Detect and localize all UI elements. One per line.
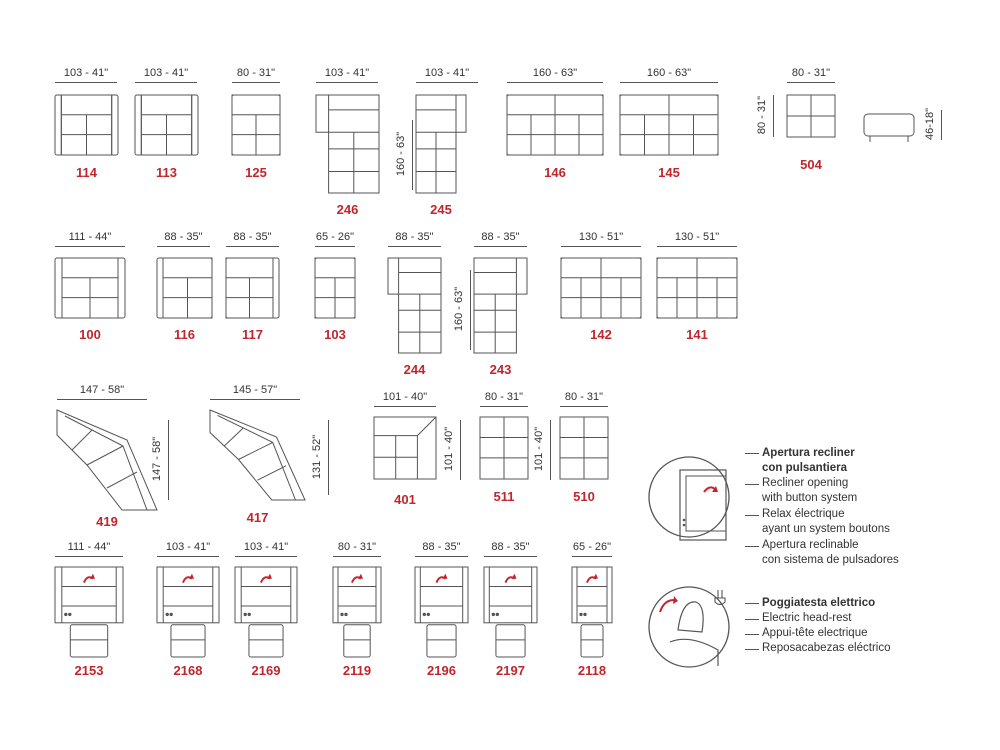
dimension-line bbox=[232, 82, 280, 83]
dimension-line bbox=[787, 82, 835, 83]
dimension-line bbox=[55, 82, 117, 83]
legend-recliner-line: Apertura reclinable bbox=[762, 539, 859, 551]
width-dimension: 160 - 63" bbox=[532, 67, 578, 79]
recliner-arrow-icon bbox=[593, 574, 598, 579]
module-100-shape bbox=[45, 248, 135, 328]
dimension-line bbox=[388, 246, 441, 247]
width-dimension: 103 - 41" bbox=[424, 67, 470, 79]
width-dimension: 103 - 41" bbox=[143, 67, 189, 79]
module-114-shape bbox=[45, 85, 128, 165]
width-dimension: 111 - 44" bbox=[68, 231, 112, 243]
vertical-dimension-line bbox=[328, 420, 329, 495]
dimension-line bbox=[316, 82, 378, 83]
dimension-line bbox=[55, 246, 125, 247]
module-116-shape bbox=[147, 248, 222, 328]
module-142-shape bbox=[551, 248, 651, 328]
legend-recliner-title1: Apertura recliner bbox=[762, 447, 855, 459]
module-code: 100 bbox=[79, 327, 101, 342]
module-code: 145 bbox=[658, 165, 680, 180]
width-dimension: 88 - 35" bbox=[422, 541, 461, 553]
module-2169-shape bbox=[225, 557, 307, 667]
dimension-line bbox=[620, 82, 718, 83]
vertical-dimension-line bbox=[412, 120, 413, 190]
module-245-shape bbox=[406, 85, 476, 203]
width-dimension: 80 - 31" bbox=[484, 391, 524, 403]
module-510-shape bbox=[550, 407, 618, 489]
module-code: 419 bbox=[96, 514, 118, 529]
legend-recliner-line: ayant un system boutons bbox=[762, 523, 890, 535]
width-dimension: 80 - 31" bbox=[564, 391, 604, 403]
legend-headrest-line: Reposacabezas eléctrico bbox=[762, 642, 891, 654]
recliner-arrow-icon bbox=[358, 574, 363, 579]
width-dimension: 111 - 44" bbox=[67, 541, 111, 553]
module-417-shape bbox=[200, 400, 315, 510]
module-code: 504 bbox=[800, 157, 822, 172]
dimension-line bbox=[226, 246, 279, 247]
module-2153-shape bbox=[45, 557, 133, 667]
recliner-arrow-icon bbox=[189, 574, 194, 579]
module-246-shape bbox=[306, 85, 389, 203]
width-dimension: 65 - 26" bbox=[572, 541, 612, 553]
width-dimension: 101 - 40" bbox=[382, 391, 428, 403]
legend-recliner-line: con sistema de pulsadores bbox=[762, 554, 899, 566]
module-code: 2197 bbox=[496, 663, 525, 678]
headrest-detail-icon bbox=[648, 582, 730, 672]
recliner-detail-icon bbox=[648, 452, 730, 542]
module-code: 511 bbox=[493, 489, 515, 504]
module-code: 116 bbox=[174, 327, 195, 342]
vertical-dimension-line bbox=[470, 270, 471, 350]
module-146-shape bbox=[497, 85, 613, 165]
vertical-dimension: 101 - 40" bbox=[533, 426, 545, 472]
dimension-line bbox=[507, 82, 603, 83]
vertical-dimension-line bbox=[550, 420, 551, 480]
recliner-arrow-icon bbox=[267, 574, 272, 579]
module-401-shape bbox=[364, 407, 446, 489]
vertical-dimension-line bbox=[941, 110, 942, 140]
width-dimension: 130 - 51" bbox=[578, 231, 624, 243]
width-dimension: 147 - 58" bbox=[79, 384, 125, 396]
module-code: 244 bbox=[403, 362, 426, 377]
module-code: 417 bbox=[246, 510, 269, 525]
width-dimension: 103 - 41" bbox=[165, 541, 211, 553]
module-244-shape bbox=[378, 248, 451, 363]
module-code: 2153 bbox=[74, 663, 104, 678]
module-419-shape bbox=[47, 400, 167, 520]
legend-headrest-line: Electric head-rest bbox=[762, 612, 852, 624]
width-dimension: 88 - 35" bbox=[164, 231, 203, 243]
module-code: 117 bbox=[242, 327, 263, 342]
module-code: 401 bbox=[394, 492, 416, 507]
pouf-side-view bbox=[860, 108, 920, 148]
module-code: 2196 bbox=[427, 663, 456, 678]
width-dimension: 130 - 51" bbox=[674, 231, 720, 243]
legend-recliner-line: with button system bbox=[762, 492, 858, 504]
module-504-shape bbox=[777, 85, 845, 147]
width-dimension: 88 - 35" bbox=[491, 541, 530, 553]
width-dimension: 103 - 41" bbox=[324, 67, 370, 79]
dimension-line bbox=[135, 82, 197, 83]
module-145-shape bbox=[610, 85, 728, 165]
width-dimension: 145 - 57" bbox=[232, 384, 278, 396]
module-125-shape bbox=[222, 85, 290, 165]
module-2168-shape bbox=[147, 557, 229, 667]
width-dimension: 65 - 26" bbox=[315, 231, 355, 243]
width-dimension: 103 - 41" bbox=[63, 67, 109, 79]
module-code: 142 bbox=[590, 327, 612, 342]
width-dimension: 88 - 35" bbox=[481, 231, 520, 243]
vertical-dimension: 160 - 63" bbox=[453, 286, 465, 332]
recliner-arrow-icon bbox=[443, 574, 448, 579]
module-code: 125 bbox=[245, 165, 267, 180]
legend-recliner-title2: con pulsantiera bbox=[762, 462, 847, 474]
width-dimension: 80 - 31" bbox=[236, 67, 276, 79]
module-code: 2119 bbox=[342, 663, 372, 678]
module-103-shape bbox=[305, 248, 365, 328]
width-dimension: 88 - 35" bbox=[395, 231, 434, 243]
dimension-line bbox=[561, 246, 641, 247]
vertical-dimension: 131 - 52" bbox=[311, 434, 323, 479]
module-141-shape bbox=[647, 248, 747, 328]
module-2196-shape bbox=[405, 557, 478, 667]
module-511-shape bbox=[470, 407, 538, 489]
module-code: 103 bbox=[324, 327, 346, 342]
width-dimension: 88 - 35" bbox=[233, 231, 272, 243]
module-code: 113 bbox=[156, 165, 177, 180]
module-117-shape bbox=[216, 248, 289, 328]
module-code: 2118 bbox=[577, 663, 607, 678]
module-code: 141 bbox=[686, 327, 708, 342]
recliner-arrow-icon bbox=[512, 574, 517, 579]
module-code: 510 bbox=[573, 489, 595, 504]
vertical-dimension: 160 - 63" bbox=[395, 131, 407, 177]
module-code: 114 bbox=[76, 165, 97, 180]
dimension-line bbox=[157, 246, 210, 247]
dimension-line bbox=[315, 246, 355, 247]
dimension-line bbox=[657, 246, 737, 247]
module-code: 2168 bbox=[173, 663, 203, 678]
vertical-dimension: 46-18" bbox=[924, 107, 936, 141]
module-113-shape bbox=[125, 85, 208, 165]
dimension-line bbox=[474, 246, 527, 247]
width-dimension: 103 - 41" bbox=[243, 541, 289, 553]
recliner-arrow-icon bbox=[90, 574, 95, 579]
module-code: 146 bbox=[544, 165, 566, 180]
legend-headrest-title: Poggiatesta elettrico bbox=[762, 597, 876, 609]
vertical-dimension-line bbox=[168, 420, 169, 500]
vertical-dimension-line bbox=[773, 95, 774, 137]
module-code: 245 bbox=[430, 202, 452, 217]
module-2119-shape bbox=[323, 557, 391, 667]
width-dimension: 160 - 63" bbox=[646, 67, 692, 79]
width-dimension: 80 - 31" bbox=[337, 541, 377, 553]
vertical-dimension: 147 - 58" bbox=[151, 436, 163, 482]
vertical-dimension-line bbox=[460, 420, 461, 480]
dimension-line bbox=[416, 82, 478, 83]
module-243-shape bbox=[464, 248, 537, 363]
module-code: 243 bbox=[489, 362, 512, 377]
legend-recliner-line: Relax électrique bbox=[762, 508, 845, 520]
module-2118-shape bbox=[562, 557, 622, 667]
vertical-dimension: 80 - 31" bbox=[756, 95, 768, 135]
module-2197-shape bbox=[474, 557, 547, 667]
legend-headrest-line: Appui-tête electrique bbox=[762, 627, 868, 639]
module-code: 246 bbox=[336, 202, 359, 217]
vertical-dimension: 101 - 40" bbox=[443, 426, 455, 472]
module-code: 2169 bbox=[251, 663, 281, 678]
legend-recliner-line: Recliner opening bbox=[762, 477, 849, 489]
width-dimension: 80 - 31" bbox=[791, 67, 831, 79]
